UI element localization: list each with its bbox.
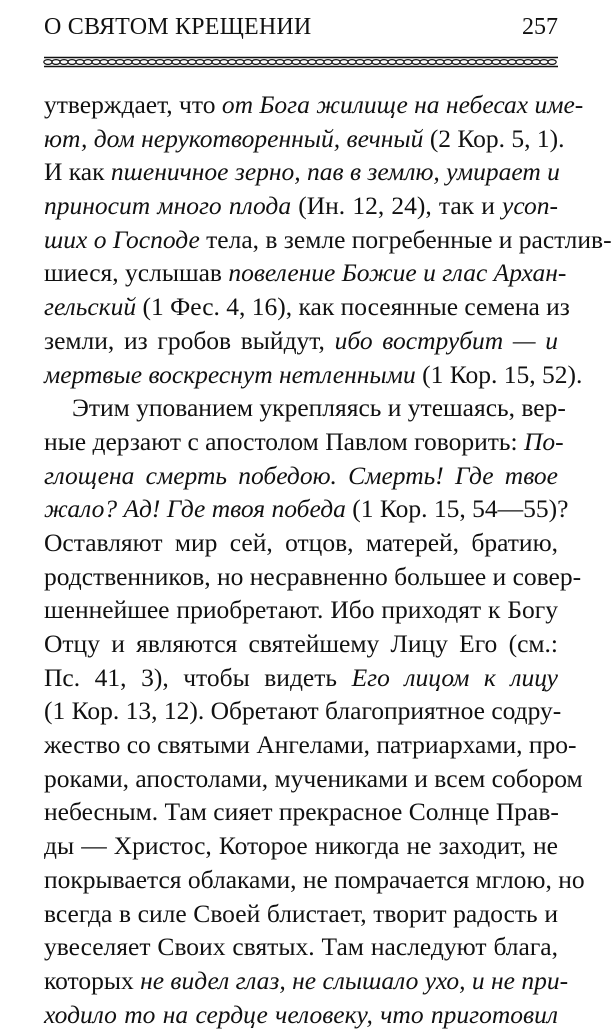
italic-text: не видел глаз, не слышало ухо, и не при- [140,965,569,995]
text-line [44,627,558,661]
rule-chain-link [140,60,148,65]
rule-chain-link [132,60,140,65]
italic-text: ходило то на сердце человеку, что приготовил [44,999,558,1029]
rule-chain-link [548,60,556,65]
text-line [44,189,558,223]
italic-text: ют, дом нерукотворенный, вечный [44,123,424,153]
rule-chain-link [412,60,420,65]
rule-chain-link [500,60,508,65]
running-head-title: О СВЯТОМ КРЕЩЕНИИ [44,14,312,40]
text-line [44,829,558,863]
rule-chain-link [420,60,428,65]
text-line [44,762,583,796]
text-line [44,897,558,931]
rule-chain-link [44,60,52,65]
rule-chain-link [92,60,100,65]
text-line [44,290,570,324]
roman-text: (Ин. 12, 24), так и [291,191,503,221]
italic-text: По- [523,426,564,456]
italic-text: усоп- [502,191,559,221]
rule-chain-link [292,60,300,65]
text-line [44,964,569,998]
text-line [44,223,612,257]
text-line [44,324,558,358]
rule-chain-link [260,60,268,65]
rule-chain-link [364,60,372,65]
roman-text: небесным. Там сияет прекрасное Солнце Прав- [44,797,559,827]
rule-chain-link [156,60,164,65]
rule-chain-link [484,60,492,65]
roman-text: (1 Фес. 4, 16), как посеянные семена из [136,292,570,322]
text-line [44,930,558,964]
roman-text: увеселяет Своих святых. Там наследуют блага, [44,932,558,962]
page-number: 257 [522,14,558,40]
rule-chain-link [268,60,276,65]
rule-chain-link [428,60,436,65]
rule-chain-link [388,60,396,65]
rule-chain-link [436,60,444,65]
rule-chain-link [524,60,532,65]
roman-text: И как [44,157,111,187]
rule-chain-link [116,60,124,65]
rule-chain-link [220,60,228,65]
text-line [44,358,583,392]
rule-chain-link [300,60,308,65]
rule-chain-link [332,60,340,65]
roman-text: ды — Христос, Которое никогда не заходит, не [44,831,558,861]
italic-text: приносит много плода [44,191,292,221]
book-page [44,14,612,1031]
roman-text: Оставляют мир сей, отцов, матерей, братию, [44,527,558,557]
text-line [44,560,582,594]
roman-text: (2 Кор. 5, 1). [423,123,565,153]
rule-chain-link [204,60,212,65]
roman-text: шиеся, услышав [44,258,229,288]
text-line [44,459,558,493]
rule-chain-link [52,60,60,65]
rule-chain-link [516,60,524,65]
rule-chain-link [188,60,196,65]
italic-text: пшеничное зерно, пав в землю, умирает и [110,157,560,187]
rule-chain-link [148,60,156,65]
body-text [44,88,612,1031]
rule-chain-link [236,60,244,65]
roman-text: утверждает, что [44,90,222,119]
text-line [44,155,558,189]
rule-chain-link [76,60,84,65]
roman-text: роками, апостолами, мучениками и всем собором [44,763,583,793]
ornamental-rule-graphic [44,56,558,68]
rule-chain-link [124,60,132,65]
italic-text: от Бога жилище на небесах име- [221,90,584,119]
italic-text: жало? Ад! Где твоя победа [44,494,346,524]
roman-text: всегда в силе Своей блистает, творит радость и [44,898,558,928]
text-line [44,728,577,762]
rule-chain-link [372,60,380,65]
italic-text: мертвые воскреснут нетленными [44,359,416,389]
roman-text: шеннейшее приобретают. Ибо приходят к Богу [44,595,558,625]
rule-chain-link [340,60,348,65]
rule-chain-link [228,60,236,65]
roman-text: тела, в земле погребенные и растлив- [199,224,612,254]
rule-chain-link [316,60,324,65]
rule-chain-link [308,60,316,65]
text-line [44,256,567,290]
roman-text: жество со святыми Ангелами, патриархами, про- [44,730,577,760]
rule-chain-link [348,60,356,65]
text-line [44,998,558,1031]
roman-text: Пс. 41, 3), чтобы видеть [44,662,352,692]
text-line [44,526,558,560]
rule-chain-link [532,60,540,65]
rule-chain-link [508,60,516,65]
text-line [44,694,562,728]
rule-chain-link [540,60,548,65]
roman-text: Этим упованием укрепляясь и утешаясь, вер- [72,393,566,423]
rule-chain-link [444,60,452,65]
roman-text: покрывается облаками, не помрачается мглою, но [44,864,585,894]
rule-chain-link [380,60,388,65]
rule-chain-link [100,60,108,65]
rule-chain-link [404,60,412,65]
roman-text: ные дерзают с апостолом Павлом говорить: [44,426,524,456]
italic-text: Его лицом к лицу [351,662,558,692]
text-line [44,492,569,526]
rule-chain-link [476,60,484,65]
text-line [44,795,558,829]
italic-text: ших о Господе [44,224,200,254]
rule-chain-link [196,60,204,65]
rule-chain-link [68,60,76,65]
rule-chain-link [60,60,68,65]
text-line [44,593,558,627]
text-line [44,122,565,156]
roman-text: (1 Кор. 15, 54—55)? [345,494,569,524]
rule-chain-link [324,60,332,65]
roman-text: (1 Кор. 13, 12). Обретают благоприятное содру- [44,696,562,726]
roman-text: которых [44,965,141,995]
rule-chain-link [396,60,404,65]
text-line [44,661,558,695]
roman-text: Отцу и являются святейшему Лицу Его (см.: [44,629,558,658]
rule-chain-link [108,60,116,65]
ornamental-rule [44,56,558,68]
rule-chain-link [244,60,252,65]
rule-chain-link [356,60,364,65]
italic-text: повеление Божие и глас Архан- [228,258,567,288]
roman-text: родственников, но несравненно большее и совер- [44,561,582,591]
rule-chain-link [460,60,468,65]
rule-chain-link [252,60,260,65]
text-line [44,863,585,897]
rule-chain-link [468,60,476,65]
rule-chain-link [284,60,292,65]
text-line [44,391,566,425]
rule-chain-link [180,60,188,65]
rule-chain-link [452,60,460,65]
roman-text: (1 Кор. 15, 52). [415,359,583,389]
rule-chain-link [492,60,500,65]
rule-chain-link [172,60,180,65]
italic-text: гельский [44,292,137,322]
text-line [44,425,564,459]
running-head [44,14,558,48]
rule-chain-link [276,60,284,65]
italic-text: глощена смерть победою. Смерть! Где твое [44,460,558,490]
italic-text: ибо вострубит — и [334,325,558,355]
rule-chain-link [84,60,92,65]
rule-chain-link [164,60,172,65]
roman-text: земли, из гробов выйдут, [44,325,335,355]
rule-chain-link [212,60,220,65]
text-line [44,88,584,122]
